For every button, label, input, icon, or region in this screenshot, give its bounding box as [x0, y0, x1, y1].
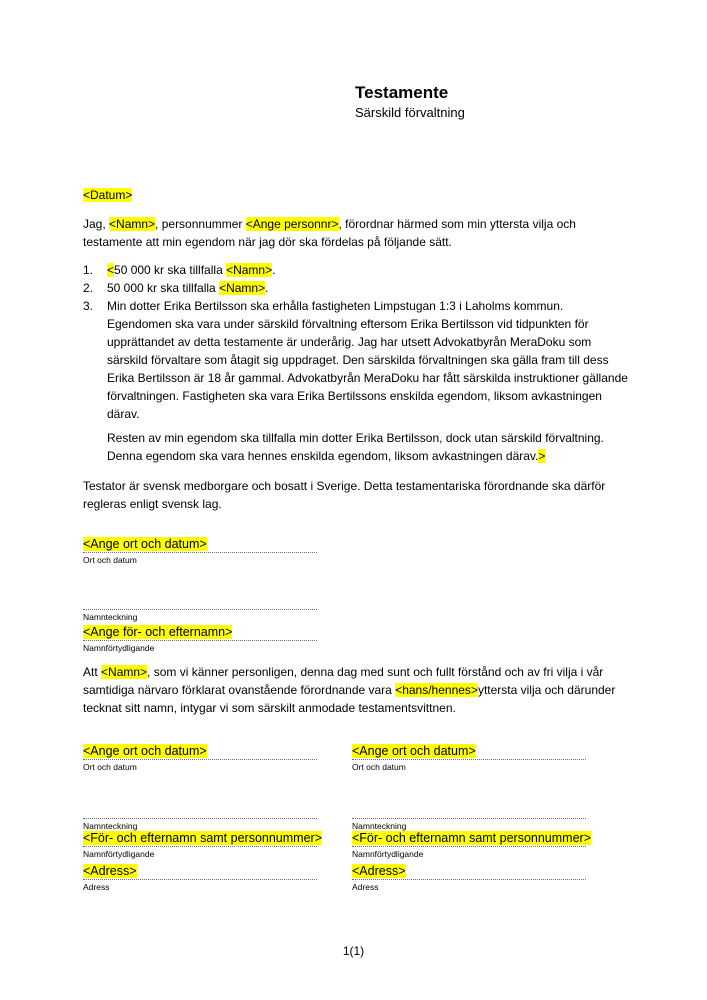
intro-paragraph: [83, 215, 593, 251]
text-segment: .: [265, 281, 269, 295]
field-label: Adress: [83, 882, 110, 892]
placeholder-field[interactable]: <Ange personnr>: [245, 217, 339, 231]
bequest-list: [83, 261, 629, 423]
document-subtitle: Särskild förvaltning: [355, 105, 465, 120]
signature-line[interactable]: [83, 864, 317, 880]
placeholder-field[interactable]: >: [538, 449, 546, 463]
testator-signature-block: [83, 537, 317, 653]
date-placeholder-segments: [83, 188, 132, 202]
field-namnteckning: [83, 803, 317, 831]
text-segment: , personnummer: [155, 217, 246, 231]
signature-line[interactable]: [352, 831, 591, 847]
field-ort-och-datum: [83, 744, 317, 772]
text-segment: yttersta vilja och därunder tecknat sitt namn, intygar vi som särskilt anmodade testamentsvittnen.: [83, 683, 616, 715]
field-label: Ort och datum: [83, 762, 137, 772]
text-segment: 50 000 kr ska tillfalla: [114, 263, 227, 277]
placeholder-field[interactable]: <Namn>: [109, 217, 156, 231]
placeholder-field[interactable]: <: [107, 263, 115, 277]
field-namnteckning: [83, 594, 317, 622]
placeholder-field[interactable]: <För- och efternamn samt personnummer>: [352, 831, 591, 845]
witness-attestation-paragraph: [83, 663, 639, 717]
list-number: 1.: [83, 263, 94, 277]
field-label: Namnteckning: [352, 821, 407, 831]
signature-line[interactable]: [352, 803, 586, 819]
placeholder-field[interactable]: <Ange ort och datum>: [83, 537, 207, 551]
signature-line[interactable]: [83, 537, 317, 553]
text-segment: , som vi känner personligen, denna dag med sunt och fullt förstånd och av fri vilja i vår samtidiga närvaro förklarat ovanstående förordnande vara: [83, 665, 604, 697]
placeholder-field[interactable]: <Datum>: [83, 188, 133, 202]
signature-line[interactable]: [83, 744, 317, 760]
field-label: Namnteckning: [83, 612, 138, 622]
text-segment: , förordnar härmed som min yttersta vilja och testamente att min egendom när jag dör ska fördelas på följande sätt.: [83, 217, 576, 249]
field-namnfortydligande: [83, 625, 317, 653]
placeholder-field[interactable]: <Ange ort och datum>: [352, 744, 476, 758]
placeholder-field[interactable]: <hans/hennes>: [395, 683, 478, 697]
governing-law-paragraph: Testator är svensk medborgare och bosatt i Sverige. Detta testamentariska förordnande ska därför regleras enligt svensk lag.: [83, 479, 606, 511]
text-segment: Resten av min egendom ska tillfalla min dotter Erika Bertilsson, dock utan särskild förvaltning. Denna egendom ska vara hennes enskilda egendom, liksom avkastningen därav.: [107, 431, 604, 463]
field-label: Namnförtydligande: [352, 849, 424, 859]
page-number: 1(1): [342, 944, 365, 958]
field-label: Namnteckning: [83, 821, 138, 831]
witness-signature-block-1: [83, 744, 322, 892]
placeholder-field[interactable]: <För- och efternamn samt personnummer>: [83, 831, 322, 845]
residual-estate-paragraph: [107, 429, 631, 465]
signature-line[interactable]: [352, 744, 586, 760]
field-label: Namnförtydligande: [83, 849, 155, 859]
list-item-text: [107, 297, 629, 423]
placeholder-field[interactable]: <Namn>: [101, 665, 148, 679]
field-ort-och-datum: [83, 537, 317, 565]
field-namnteckning: [352, 803, 586, 831]
field-adress: [83, 864, 317, 892]
text-segment: Min dotter Erika Bertilsson ska erhålla fastigheten Limpstugan 1:3 i Laholms kommun. Egendomen ska vara under särskild förvaltning eftersom Erika Bertilsson vid tidpunkten för upprättandet av detta testamente är underårig. Jag har utsett Advokatbyrån MeraDoku som särskild förvaltare som åtagit sig uppdraget. Den särskilda förvaltningen ska gälla fram till dess Erika Bertilsson är 18 år gammal. Advokatbyrån MeraDoku har fått särskilda instruktioner gällande förvaltningen. Fastigheten ska vara Erika Bertilssons enskilda egendom, liksom avkastningen därav.: [107, 299, 628, 421]
text-segment: 50 000 kr ska tillfalla: [107, 281, 220, 295]
text-segment: Jag,: [83, 217, 110, 231]
placeholder-field[interactable]: <Namn>: [226, 263, 273, 277]
witness-signature-block-2: [352, 744, 591, 892]
signature-line[interactable]: [83, 803, 317, 819]
placeholder-field[interactable]: <Namn>: [219, 281, 266, 295]
list-item-3: [83, 297, 629, 423]
placeholder-field[interactable]: <Adress>: [83, 864, 137, 878]
list-number: 2.: [83, 281, 94, 295]
list-item-1: [83, 261, 629, 279]
field-label: Adress: [352, 882, 379, 892]
placeholder-field[interactable]: <Ange för- och efternamn>: [83, 625, 233, 639]
field-label: Ort och datum: [83, 555, 137, 565]
placeholder-field[interactable]: <Adress>: [352, 864, 406, 878]
signature-line[interactable]: [83, 625, 317, 641]
field-adress: [352, 864, 586, 892]
list-item-text: [107, 279, 629, 297]
field-ort-och-datum: [352, 744, 586, 772]
list-item-2: [83, 279, 629, 297]
list-item-text: [107, 261, 629, 279]
text-segment: .: [272, 263, 276, 277]
signature-line[interactable]: [83, 831, 322, 847]
signature-line[interactable]: [83, 594, 317, 610]
field-label: Namnförtydligande: [83, 643, 155, 653]
field-label: Ort och datum: [352, 762, 406, 772]
field-namnfortydligande: [83, 831, 322, 859]
text-segment: Att: [83, 665, 102, 679]
list-number: 3.: [83, 299, 94, 313]
field-namnfortydligande: [352, 831, 591, 859]
placeholder-field[interactable]: <Ange ort och datum>: [83, 744, 207, 758]
date-line: [83, 186, 132, 204]
signature-line[interactable]: [352, 864, 586, 880]
title-block: [355, 83, 465, 121]
document-title: Testamente: [355, 83, 449, 102]
